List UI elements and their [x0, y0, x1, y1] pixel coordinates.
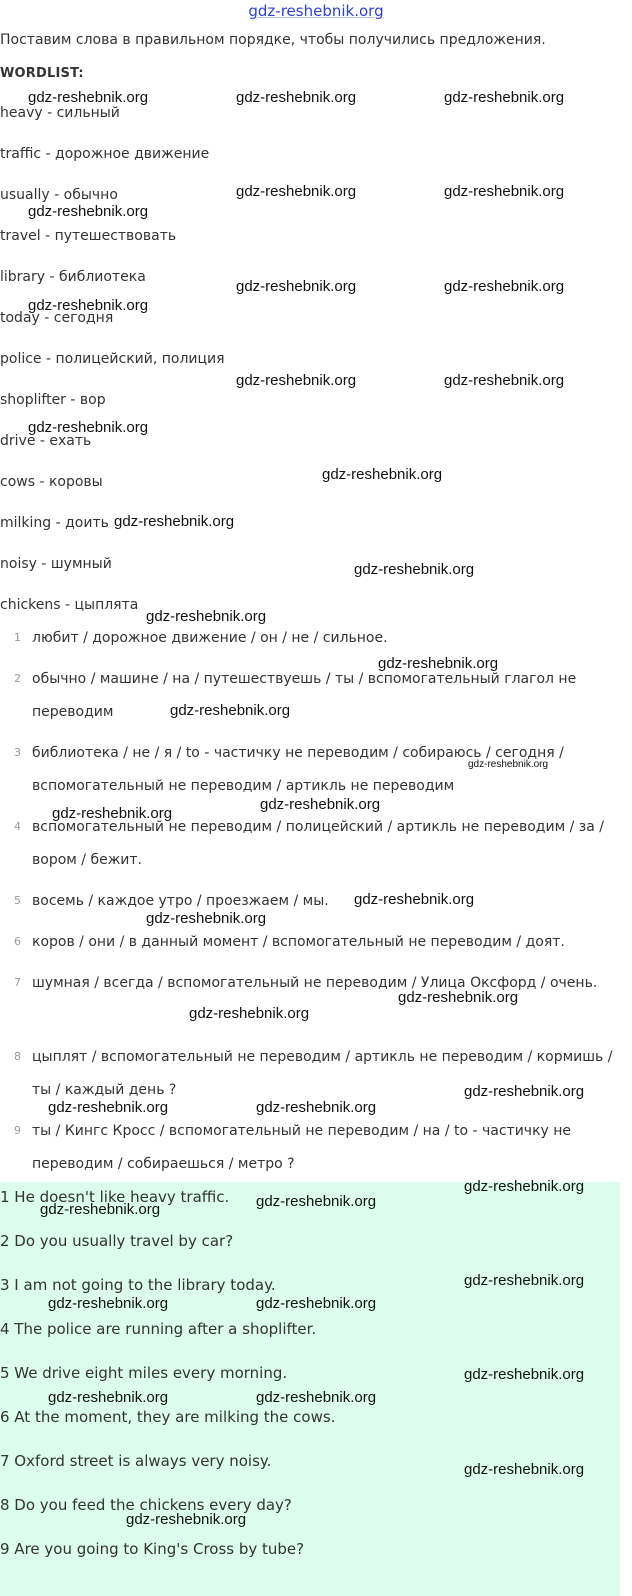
- watermark: gdz-reshebnik.org: [322, 466, 443, 483]
- word-item: today - сегодня: [0, 310, 114, 326]
- watermark: gdz-reshebnik.org: [378, 655, 499, 672]
- word-item: traffic - дорожное движение: [0, 146, 210, 162]
- task-number: 5: [14, 894, 21, 907]
- watermark: gdz-reshebnik.org: [48, 1295, 169, 1312]
- watermark: gdz-reshebnik.org: [40, 1201, 161, 1218]
- watermark: gdz-reshebnik.org: [28, 89, 149, 106]
- task-text: коров / они / в данный момент / вспомогательный не переводим / доят.: [32, 934, 565, 950]
- word-item: shoplifter - вор: [0, 392, 106, 408]
- answer-line: 6 At the moment, they are milking the cows.: [0, 1408, 336, 1426]
- watermark: gdz-reshebnik.org: [236, 89, 357, 106]
- watermark: gdz-reshebnik.org: [464, 1178, 585, 1195]
- watermark: gdz-reshebnik.org: [256, 1295, 377, 1312]
- watermark: gdz-reshebnik.org: [236, 372, 357, 389]
- watermark: gdz-reshebnik.org: [256, 1193, 377, 1210]
- task-number: 1: [14, 631, 21, 644]
- task-text: шумная / всегда / вспомогательный не переводим / Улица Оксфорд / очень.: [32, 975, 598, 991]
- watermark: gdz-reshebnik.org: [114, 513, 235, 530]
- watermark: gdz-reshebnik.org: [48, 1389, 169, 1406]
- instruction-text: Поставим слова в правильном порядке, чтобы получились предложения.: [0, 32, 546, 48]
- task-number: 7: [14, 976, 21, 989]
- word-item: chickens - цыплята: [0, 597, 139, 613]
- word-item: drive - ехать: [0, 433, 92, 449]
- task-text: библиотека / не / я / to - частичку не переводим / собираюсь / сегодня / вспомогательный не переводим / артикль не переводим: [32, 745, 564, 794]
- watermark: gdz-reshebnik.org: [464, 1272, 585, 1289]
- watermark: gdz-reshebnik.org: [236, 183, 357, 200]
- watermark: gdz-reshebnik.org: [464, 1083, 585, 1100]
- watermark: gdz-reshebnik.org: [444, 278, 565, 295]
- wordlist-title: WORDLIST:: [0, 66, 84, 81]
- watermark: gdz-reshebnik.org: [236, 278, 357, 295]
- task-text: цыплят / вспомогательный не переводим / артикль не переводим / кормишь / ты / каждый день ?: [32, 1049, 613, 1098]
- watermark: gdz-reshebnik.org: [48, 1099, 169, 1116]
- task-number: 3: [14, 746, 21, 759]
- watermark: gdz-reshebnik.org: [464, 1366, 585, 1383]
- watermark: gdz-reshebnik.org: [28, 203, 149, 220]
- watermark: gdz-reshebnik.org: [444, 183, 565, 200]
- word-item: noisy - шумный: [0, 556, 112, 572]
- word-item: police - полицейский, полиция: [0, 351, 225, 367]
- word-item: heavy - сильный: [0, 105, 120, 121]
- watermark: gdz-reshebnik.org: [354, 891, 475, 908]
- answer-line: 9 Are you going to King's Cross by tube?: [0, 1540, 305, 1558]
- watermark: gdz-reshebnik.org: [189, 1005, 310, 1022]
- word-item: milking - доить: [0, 515, 109, 531]
- task-number: 4: [14, 820, 21, 833]
- task-number: 2: [14, 672, 21, 685]
- word-item: library - библиотека: [0, 269, 146, 285]
- watermark: gdz-reshebnik.org: [398, 989, 519, 1006]
- watermark: gdz-reshebnik.org: [28, 297, 149, 314]
- watermark: gdz-reshebnik.org: [444, 372, 565, 389]
- task-number: 9: [14, 1124, 21, 1137]
- watermark: gdz-reshebnik.org: [468, 759, 549, 770]
- answer-line: 5 We drive eight miles every morning.: [0, 1364, 288, 1382]
- watermark: gdz-reshebnik.org: [146, 608, 267, 625]
- watermark: gdz-reshebnik.org: [260, 796, 381, 813]
- answer-line: 2 Do you usually travel by car?: [0, 1232, 234, 1250]
- word-item: usually - обычно: [0, 187, 118, 203]
- watermark: gdz-reshebnik.org: [146, 910, 267, 927]
- word-item: travel - путешествовать: [0, 228, 177, 244]
- answer-line: 7 Oxford street is always very noisy.: [0, 1452, 272, 1470]
- watermark: gdz-reshebnik.org: [170, 702, 291, 719]
- answer-line: 3 I am not going to the library today.: [0, 1276, 276, 1294]
- watermark: gdz-reshebnik.org: [256, 1389, 377, 1406]
- task-text: вспомогательный не переводим / полицейский / артикль не переводим / за / вором / бежит.: [32, 819, 604, 868]
- task-text: обычно / машине / на / путешествуешь / ты / вспомогательный глагол не переводим: [32, 671, 577, 720]
- watermark: gdz-reshebnik.org: [28, 419, 149, 436]
- watermark: gdz-reshebnik.org: [126, 1511, 247, 1528]
- watermark: gdz-reshebnik.org: [464, 1461, 585, 1478]
- site-header-link[interactable]: gdz-reshebnik.org: [248, 2, 384, 20]
- answer-line: 8 Do you feed the chickens every day?: [0, 1496, 292, 1514]
- task-text: ты / Кингс Кросс / вспомогательный не переводим / на / to - частичку не переводим / собираешься / метро ?: [32, 1123, 572, 1172]
- watermark: gdz-reshebnik.org: [354, 561, 475, 578]
- word-item: cows - коровы: [0, 474, 103, 490]
- task-text: любит / дорожное движение / он / не / сильное.: [32, 630, 388, 646]
- task-text: восемь / каждое утро / проезжаем / мы.: [32, 893, 329, 909]
- task-number: 8: [14, 1050, 21, 1063]
- watermark: gdz-reshebnik.org: [444, 89, 565, 106]
- answer-line: 4 The police are running after a shoplifter.: [0, 1320, 317, 1338]
- answer-line: 1 He doesn't like heavy traffic.: [0, 1188, 230, 1206]
- watermark: gdz-reshebnik.org: [256, 1099, 377, 1116]
- watermark: gdz-reshebnik.org: [52, 805, 173, 822]
- task-number: 6: [14, 935, 21, 948]
